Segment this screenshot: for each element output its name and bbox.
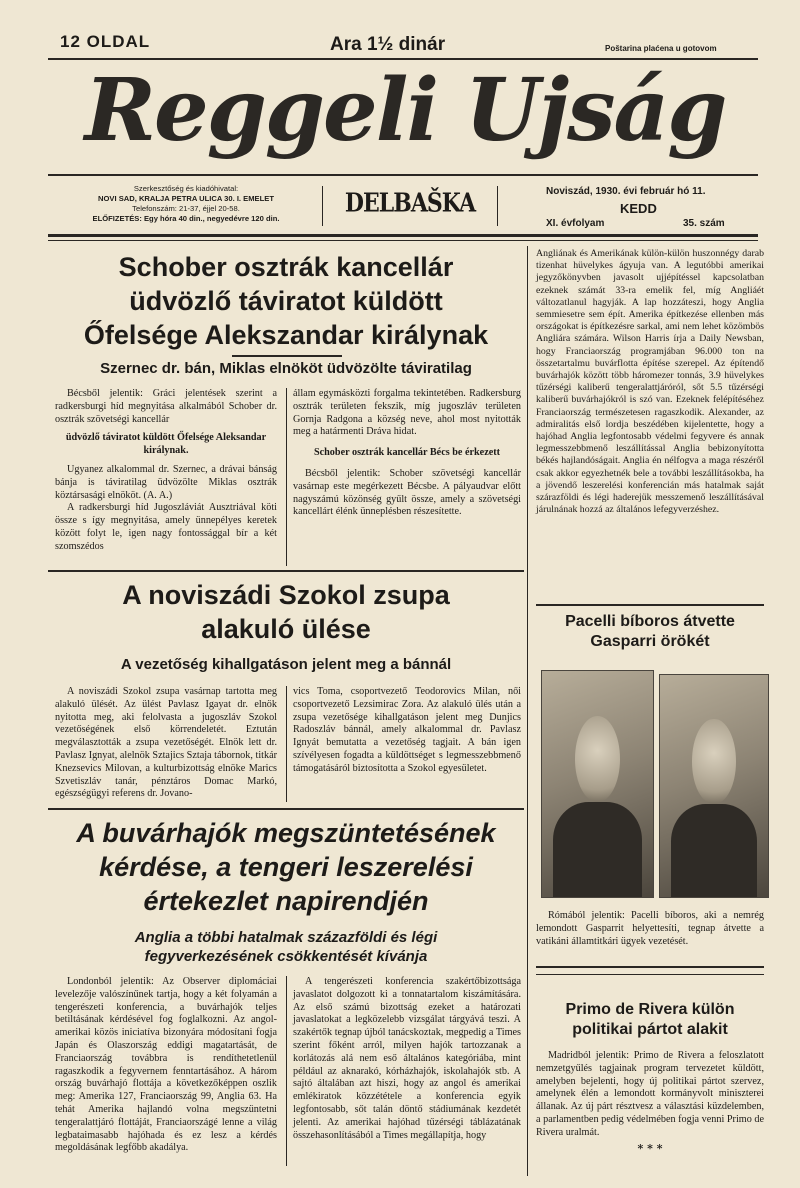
newspaper-title: Reggeli Ujság: [84, 60, 726, 161]
article1-col1: [55, 388, 277, 554]
headline-line: Őfelsége Alekszandar királynak: [83, 320, 489, 350]
editorial-line: ELŐFIZETÉS: Egy hóra 40 din., negyedévre 120 din.: [92, 214, 280, 223]
editorial-line: Telefonszám: 21-37, éjjel 20-58.: [132, 204, 240, 213]
headline-line: Gasparri örökét: [590, 633, 710, 650]
header-double-rule: [48, 240, 758, 241]
headline-line: Pacelli bíboros átvette: [565, 613, 735, 630]
masthead-divider: [497, 186, 498, 226]
photo-gasparri: [659, 674, 769, 898]
article3-headline: [48, 816, 524, 918]
headline-line: politikai pártot alakit: [572, 1021, 728, 1038]
volume-label: XI. évfolyam: [546, 218, 605, 229]
article1-headline: [48, 250, 524, 352]
section-rule: [48, 808, 524, 810]
paragraph: Ugyanez alkalommal dr. Szernec, a drávai bánság bánja is táviratilag üdvözölte Miklas osztrák köztársasági elnököt. (A. A.): [55, 463, 277, 501]
issue-number: 35. szám: [683, 218, 725, 229]
paragraph: A radkersburgi híd Jugoszláviát Ausztriával köti össze s így megnyitása, amely ünnepélyes keretek között folyt le, igen nagy fontossággal bír a két szomszédos: [55, 502, 277, 552]
issue-date: Noviszád, 1930. évi február hó 11.: [546, 186, 706, 197]
weekday: KEDD: [620, 201, 657, 216]
editorial-line: Szerkesztőség és kiadóhivatal:: [133, 184, 239, 193]
editorial-info: [62, 184, 310, 224]
section-rule: [48, 570, 524, 572]
headline-line: A buvárhajók megszüntetésének: [76, 818, 496, 848]
editorial-line: NOVI SAD, KRALJA PETRA ULICA 30. I. EMELET: [98, 194, 274, 203]
paragraph: Bécsből jelentik: Gráci jelentések szerint a radkersburgi híd megnyitása alkalmából Schober dr. osztrák szövetségi kancellár: [55, 388, 277, 425]
headline-line: kérdése, a tengeri leszerelési: [99, 852, 473, 882]
primo-headline: [536, 1000, 764, 1040]
headline-line: üdvözlő táviratot küldött: [129, 286, 443, 316]
pacelli-text: Rómából jelentik: Pacelli bíboros, aki a nemrég lemondott Gasparrit helyettesíti, tegnap átvette a vatikáni államtitkári ügyek vezetését.: [536, 910, 764, 947]
sidebar-divider: [527, 246, 528, 1176]
column-divider: [286, 976, 287, 1166]
portrait-face: [575, 716, 619, 802]
subheading: Schober osztrák kancellár Bécs be érkezett: [313, 447, 501, 459]
headline-line: alakuló ülése: [201, 614, 371, 644]
headline-line: értekezlet napirendjén: [143, 886, 429, 916]
masthead-divider: [322, 186, 323, 226]
article3-subhead: Anglia a többi hatalmak százazföldi és légi fegyverkezésének csökkentését kívánja: [134, 929, 438, 965]
primo-text: Madridból jelentik: Primo de Rivera a feloszlatott nemzetgyűlés tagjainak program tervezetet küldött, amelyben bejelenti, hogy új politikai pártot szervez, amelynek élén a lemondott kormányvolt miniszterei állanak. Az új párt résztvesz a választási küzdelemben, a parlamentben pedig védelmében fogja venni Primo de Rivera uralmát.: [536, 1050, 764, 1138]
paragraph: állam egymásközti forgalma tekintetében. Radkersburg osztrák területen fekszik, míg jugoszláv területen Gornja Radgona a község neve, ahol most nyitották meg a határmenti Dráva hidat.: [293, 388, 521, 438]
pacelli-headline: [536, 612, 764, 652]
article2-col1: A noviszádi Szokol zsupa vasárnap tartotta meg alakuló ülését. Az ülést Pavlasz Igayat dr. elnök nyitotta meg, aki felolvasta a jugoszláv Szokol vezetőségének első körrendeletét. Eztután megválasztották a zsupa vezetőségét. Elnök lett dr. Pavlasz Ignyat, alelnök Sztajics Sztaja tábornok, titkár Knezsevics Milovan, a kulturbizottság elnöke Marics Szvetiszláv tanár, pénztáros Domac Markó, egészségügyi referens dr. Jovano-: [55, 686, 277, 800]
postage-label: Poštarina plaćena u gotovom: [605, 44, 717, 53]
page-number-label: 12 OLDAL: [60, 32, 151, 51]
sidebar-top-text: Angliának és Amerikának külön-külön huszonnégy darab tizenhat hüvelykes ágyuja van. A legutóbbi amerikai jegyzőkönyvben javasolt ujjépítéssel kapcsolatban ezeknek számát 33-ra emelik fel, míg Angliáét változatlanul hagyják. A lap hozzáteszi, hogy Anglia semmiesetre sem épít. Amerika építkezése ellenben más országokat is építkezésre sarkal, ami nem lehet közömbös Angliára számára. Wilson Harris írja a Daily Newsban, hogy Franciaország programjában 96.000 ton na összetartalmu buvárflotta építése szerepel. Az építendő buvárhajók között több háromezer tonnás, 3.9 hüvelykes tűzérségi kaliberű tengeralattjáróról, sőt 5.5 tűzérségi kaliberű buvárhajókról is szó van. Ezeknek felépítéséhez Franciaország természetesen ragaszkodik. Alexander, az admiralitás első lordja beszédében kijelentette, hogy a hajóhad Anglia legfontosabb védelmi fegyvere és annak legmesszebbmenő leszállítással Anglia bebizonyította békés hajlandóságait. Anglia én nélfogva a maga részéről csak akkor egyezhetnék bele a további leszállításokba, ha a jövendő leszerelési konferencián más hatalmak saját szárazföldi és légi haderejük messzemenő leszállításával járulnának hozzá az általános lefegyverzéshez.: [536, 248, 764, 516]
ad-logo: DELBAŠKA: [344, 187, 476, 219]
headline-rule: [232, 355, 342, 357]
header-double-rule: [48, 234, 758, 237]
subheading: üdvözlő táviratot küldött Őfelsége Aleksandar királynak.: [65, 432, 267, 457]
section-stars: * * *: [637, 1142, 663, 1155]
photo-pacelli: [541, 670, 654, 898]
paragraph: Bécsből jelentik: Schober szövetségi kancellár vasárnap este megérkezett Bécsbe. A pályaudvar előtt nagyszámú közönség gyűlt össze, amely a szövetségi kancellárt élénk ünneplésben részesítette.: [293, 467, 521, 518]
article2-subhead: A vezetőség kihallgatáson jelent meg a bánnál: [120, 656, 452, 673]
article1-col2: [293, 388, 521, 519]
sidebar-rule: [536, 974, 764, 975]
article2-col2: vics Toma, csoportvezető Teodorovics Milan, női csoportvezető Lezsimirac Zora. Az alakuló ülés után a zsupa vezetősége kihallgatáson jelent meg Dunjics Radoszláv bánnál, amely alkalommal dr. Pavlasz Ignyát bemutatta a vezetőség tagjait. A bán igen szívélyesen fogadta a küldöttséget s legmesszebbmenő támogatásáról biztosította a Szokol egyesületet.: [293, 686, 521, 774]
article3-col2: A tengerészeti konferencia szakértőbizottsága javaslatot dolgozott ki a tonnatartalom kiszámítására. Az első számú bizottság ezeket a határozati javaslatokat a legközelebb vizsgálat tárgyává teszi. A szakértők tegnap újból tanácskoztak, megpedig a Times szerint főként arról, milyen hajók tartozzanak a korlátozás alá nem eső általános kategóriába, mint például az aknarakó, kórházhajók, iskolahajók stb. A sajtó általában azt hiszi, hogy az angol és amerikai emlékiratok közzététele a konferencia egyik legfontosabb, sőt talán döntő stádiumának kezdetét jelenti. Az amerikai hajóhad tűzérségi táblázatának összehasonlításából a Times megállapítja, hogy: [293, 976, 521, 1141]
portrait-robe: [671, 804, 757, 897]
column-divider: [286, 686, 287, 802]
masthead-bottom-rule: [48, 174, 758, 176]
portrait-robe: [553, 802, 642, 897]
sidebar-rule: [536, 966, 764, 968]
headline-line: Schober osztrák kancellár: [118, 252, 454, 282]
column-divider: [286, 388, 287, 566]
article2-headline: [48, 578, 524, 646]
headline-line: A noviszádi Szokol zsupa: [122, 580, 450, 610]
price-label: Ara 1½ dinár: [330, 34, 446, 55]
article1-subhead: Szernec dr. bán, Miklas elnököt üdvözölte táviratilag: [100, 360, 472, 377]
headline-line: Primo de Rivera külön: [565, 1001, 735, 1018]
sidebar-rule: [536, 604, 764, 606]
portrait-face: [692, 719, 735, 803]
article3-col1: Londonból jelentik: Az Observer diplomáciai levelezője valószínűnek tartja, hogy a két folyamán a tengerészeti konferencia, a buvárhajók teljes betiltásának kérdésével fog foglalkozni. Az angol-amerikai közös iniciatíva bizonyára módosítani fogja Japán és Olaszország eddigi magatartását, de Franciaország továbbra is rendíthetetlenül ragaszkodik a fegyvernem fenntartásához. A három ország buvárhajó flottája a következőképpen oszlik meg: Amerika 127, Franciaország 99, Anglia 63. Ha tehát Amerika hajlandó volna megszüntetni tengeralattjáró flottáját, Franciaországé lenne a világ legbataimasabb hajóhada és ez lesz a kérdés megoldásának legfőbb akadálya.: [55, 976, 277, 1154]
